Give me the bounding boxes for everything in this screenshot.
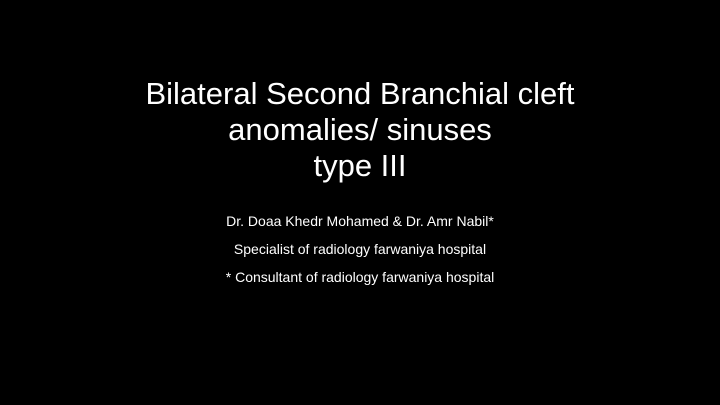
title-line-1: Bilateral Second Branchial cleft (145, 76, 575, 111)
title-line-2: anomalies/ sinuses (228, 112, 492, 147)
slide-subtitle (60, 212, 660, 296)
consultant-line: * Consultant of radiology farwaniya hospital (225, 269, 495, 285)
specialist-line: Specialist of radiology farwaniya hospital (233, 241, 487, 257)
authors-line: Dr. Doaa Khedr Mohamed & Dr. Amr Nabil* (226, 213, 494, 229)
slide-title (60, 76, 660, 184)
title-line-3: type III (313, 148, 407, 183)
